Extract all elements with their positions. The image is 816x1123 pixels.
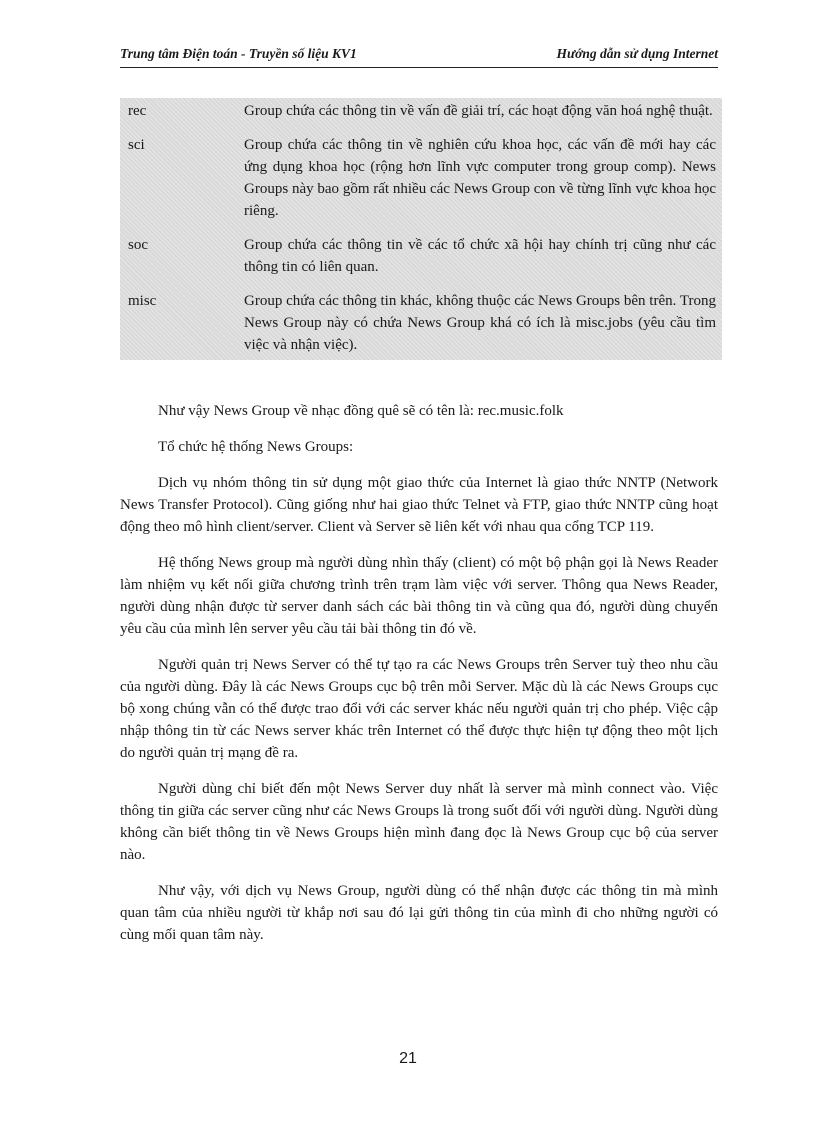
definition-description: Group chứa các thông tin về các tổ chức xã hội hay chính trị cũng như các thông tin có liên quan. — [244, 237, 716, 275]
page-header — [120, 46, 718, 62]
definition-row-soc — [120, 234, 722, 278]
paragraph-example-name: Như vậy News Group về nhạc đồng quê sẽ có tên là: rec.music.folk — [158, 403, 564, 419]
definition-term: soc — [128, 237, 148, 253]
definition-term: misc — [128, 293, 157, 309]
definition-term: sci — [128, 137, 145, 153]
definition-row-misc — [120, 290, 722, 356]
definition-row-sci — [120, 134, 722, 222]
newsgroup-category-table — [120, 98, 722, 360]
definition-row-rec — [120, 100, 722, 122]
paragraph-news-server-admin: Người quản trị News Server có thể tự tạo ra các News Groups trên Server tuỳ theo nhu cầu của người dùng. Đây là các News Groups cục bộ trên mỗi Server. Mặc dù là các News Groups cục bộ xong chúng vẫn có thể được trao đổi với các server khác nếu người quản trị cho phép. Việc cập nhập thông tin từ các News server khác trên Internet có thể được thực hiện tự động theo một lịch do người quản trị mạng đề ra. — [120, 657, 718, 761]
paragraph-nntp: Dịch vụ nhóm thông tin sử dụng một giao thức của Internet là giao thức NNTP (Network News Transfer Protocol). Cũng giống như hai giao thức Telnet và FTP, giao thức NNTP cũng hoạt động theo mô hình client/server. Client và Server sẽ liên kết với nhau qua cổng TCP 119. — [120, 475, 718, 535]
paragraph-conclusion: Như vậy, với dịch vụ News Group, người dùng có thể nhận được các thông tin mà mình quan tâm của nhiều người từ khắp nơi sau đó lại gửi thông tin của mình đi cho những người có cùng mối quan tâm này. — [120, 883, 718, 943]
header-divider — [120, 67, 718, 68]
definition-description: Group chứa các thông tin về vấn đề giải trí, các hoạt động văn hoá nghệ thuật. — [244, 103, 713, 119]
header-right-title: Hướng dẫn sử dụng Internet — [556, 46, 718, 61]
paragraph-section-heading: Tổ chức hệ thống News Groups: — [158, 439, 354, 455]
page-number: 21 — [399, 1050, 417, 1067]
definition-description: Group chứa các thông tin về nghiên cứu khoa học, các vấn đề mới hay các ứng dụng khoa học (rộng hơn lĩnh vực computer trong group comp). News Groups này bao gồm rất nhiều các News Group con về từng lĩnh vực khoa học riêng. — [244, 137, 716, 219]
definition-term: rec — [128, 103, 147, 119]
paragraph-news-reader: Hệ thống News group mà người dùng nhìn thấy (client) có một bộ phận gọi là News Reader làm nhiệm vụ kết nối giữa chương trình trên trạm làm việc với server. Thông qua News Reader, người dùng nhận được từ server danh sách các bài thông tin và cũng qua đó, người dùng chuyển yêu cầu của mình lên server yêu cầu tải bài thông tin đó về. — [120, 555, 718, 637]
header-left-title: Trung tâm Điện toán - Truyền số liệu KV1 — [120, 46, 357, 61]
body-text — [120, 400, 718, 960]
definition-description: Group chứa các thông tin khác, không thuộc các News Groups bên trên. Trong News Group này có chứa News Group khá có ích là misc.jobs (yêu cầu tìm việc và nhận việc). — [244, 293, 716, 353]
paragraph-single-server: Người dùng chỉ biết đến một News Server duy nhất là server mà mình connect vào. Việc thông tin giữa các server cũng như các News Groups là trong suốt đối với người dùng. Người dùng không cần biết thông tin về News Groups hiện mình đang đọc là News Group cục bộ của server nào. — [120, 781, 718, 863]
